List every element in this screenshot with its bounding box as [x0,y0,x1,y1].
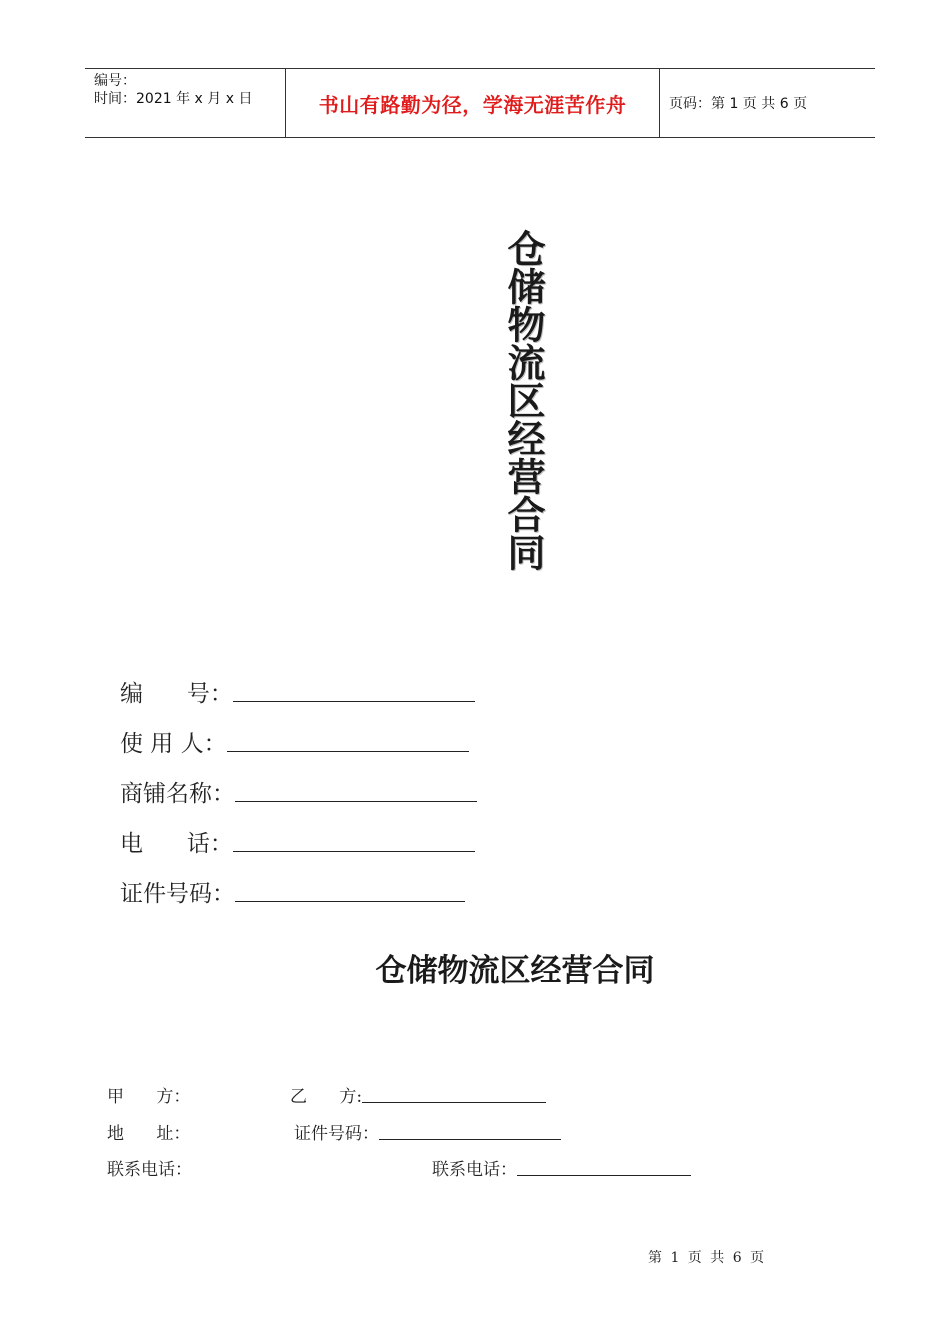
party-a [107,1082,190,1107]
field-phone-line[interactable] [233,851,475,852]
party-b-label: 乙 方: [290,1087,363,1107]
motto-text: 书山有路勤为径，学海无涯苦作舟 [318,92,627,117]
phone-b-line[interactable] [517,1175,691,1176]
field-id-label: 证件号码： [120,881,235,907]
party-a-label: 甲 方： [107,1087,191,1107]
id-number-line[interactable] [379,1139,561,1140]
page-footer: 第 1 页 共 6 页 [648,1250,765,1266]
address-label: 地 址： [107,1124,191,1144]
party-b [290,1082,546,1107]
field-number-label: 编 号： [120,681,233,707]
field-id [120,872,465,908]
header-motto-cell [286,69,660,137]
time-label: 时间：2021 年 x 月 x 日 [94,91,253,107]
header-left-cell [85,69,286,137]
field-shop-name-label: 商铺名称： [120,781,235,807]
field-user-line[interactable] [227,751,469,752]
phone-a-label: 联系电话： [107,1160,192,1180]
field-id-line[interactable] [235,901,465,902]
phone-a [107,1155,192,1180]
field-phone [120,822,475,858]
party-b-line[interactable] [362,1102,546,1103]
vertical-title: 仓储物流区经营合同 [501,229,545,571]
id-number [294,1119,561,1144]
field-shop-name [120,772,477,808]
number-label: 编号： [94,73,136,89]
header-page-cell [660,69,875,137]
field-number [120,672,475,708]
id-number-label: 证件号码： [294,1124,379,1144]
field-user [120,722,469,758]
page-info: 页码：第 1 页 共 6 页 [669,96,808,112]
header-table [85,68,875,138]
field-number-line[interactable] [233,701,475,702]
address [107,1119,190,1144]
phone-b-label: 联系电话： [432,1160,517,1180]
field-phone-label: 电 话： [120,831,233,857]
field-shop-name-line[interactable] [235,801,477,802]
phone-b [432,1155,691,1180]
field-user-label: 使 用 人： [120,731,227,757]
contract-heading: 仓储物流区经营合同 [375,953,655,989]
